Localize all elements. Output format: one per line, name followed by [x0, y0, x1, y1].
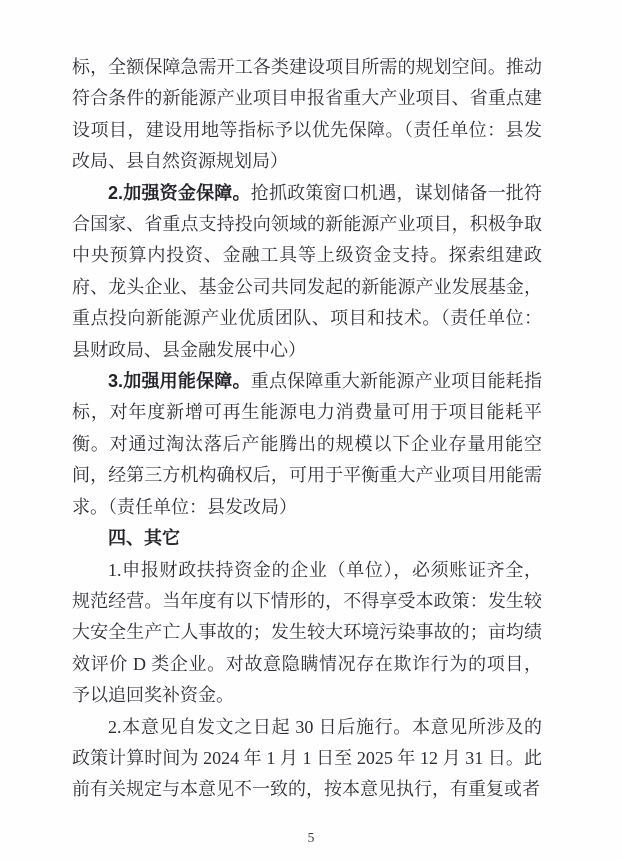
paragraph-lead: 2.加强资金保障。: [108, 182, 251, 203]
paragraph-text: 重点保障重大新能源产业项目能耗指标，对年度新增可再生能源电力消费量可用于项目能耗平衡。对通过淘汰落后产能腾出的规模以下企业存量用能空间，经第三方机构确权后，可用于平衡重大产业项目用能需求。（责任单位：县发改局）: [72, 371, 542, 517]
document-text-block: [72, 52, 542, 806]
section-heading: [72, 523, 542, 554]
paragraph: [72, 555, 542, 712]
paragraph: [72, 366, 542, 523]
paragraph: [72, 712, 542, 806]
paragraph: [72, 178, 542, 366]
page-number: 5: [307, 830, 315, 845]
paragraph-lead: 3.加强用能保障。: [108, 371, 251, 392]
paragraph: [72, 52, 542, 178]
paragraph-text: 抢抓政策窗口机遇，谋划储备一批符合国家、省重点支持投向领域的新能源产业项目，积极争取中央预算内投资、金融工具等上级资金支持。探索组建政府、龙头企业、基金公司共同发起的新能源产业发展基金，重点投向新能源产业优质团队、项目和技术。（责任单位：县财政局、县金融发展中心）: [72, 182, 542, 360]
paragraph-text: 标，全额保障急需开工各类建设项目所需的规划空间。推动符合条件的新能源产业项目申报省重大产业项目、省重点建设项目，建设用地等指标予以优先保障。（责任单位：县发改局、县自然资源规划局）: [72, 57, 542, 172]
paragraph-text: 1.申报财政扶持资金的企业（单位），必须账证齐全，规范经营。当年度有以下情形的，不得享受本政策：发生较大安全生产亡人事故的；发生较大环境污染事故的；亩均绩效评价 D 类企业。对故意隐瞒情况存在欺诈行为的项目，予以追回奖补资金。: [72, 559, 542, 706]
section-heading-text: 四、其它: [108, 528, 180, 549]
paragraph-text: 2.本意见自发文之日起 30 日后施行。本意见所涉及的政策计算时间为 2024 年 1 月 1 日至 2025 年 12 月 31 日。此前有关规定与本意见不一致的，按本意见执行，有重复或者: [72, 716, 542, 800]
